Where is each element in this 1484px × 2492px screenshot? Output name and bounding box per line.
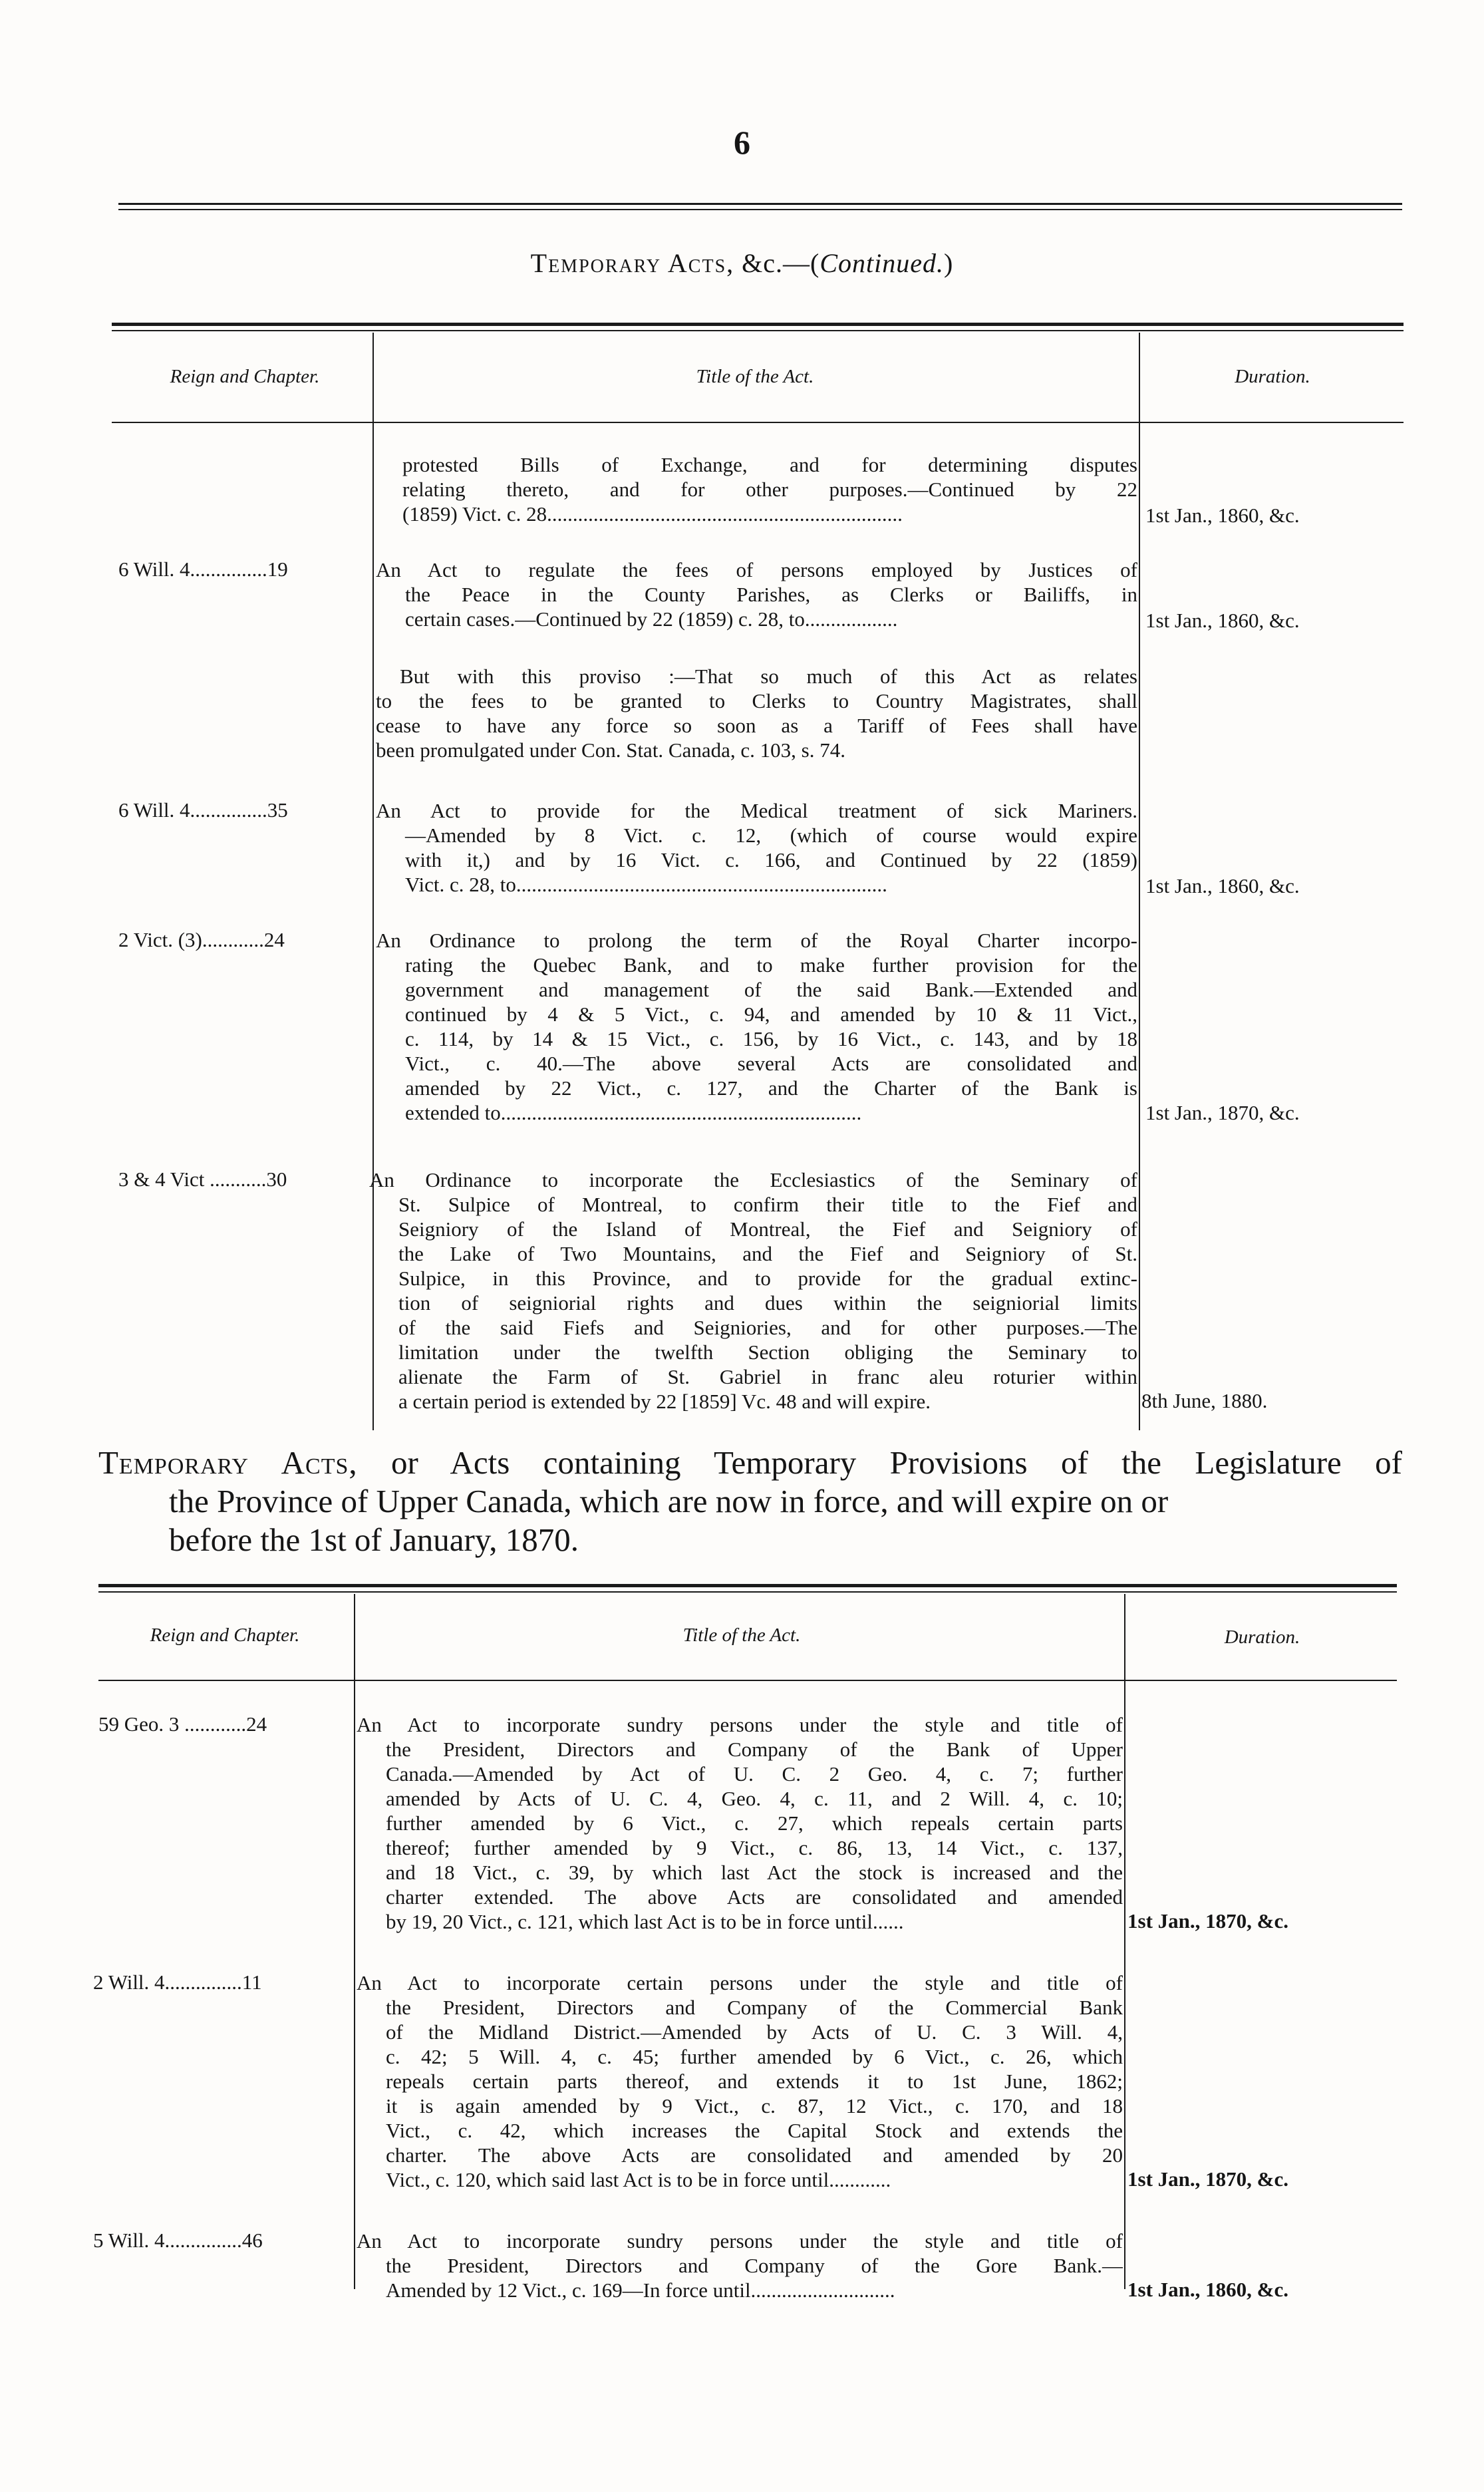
act-title-line: Amended by 12 Vict., c. 169—In force until............................ (386, 2278, 895, 2302)
act-title-line: amended by 22 Vict., c. 127, and the Charter of the Bank is (405, 1076, 1137, 1100)
reign-chapter: 5 Will. 4...............46 (93, 2229, 263, 2252)
act-title-line: of the Midland District.—Amended by Acts of U. C. 3 Will. 4, (386, 2020, 1123, 2044)
reign-chapter: 59 Geo. 3 ............24 (98, 1712, 267, 1736)
act-title-line: An Ordinance to prolong the term of the Royal Charter incorpo- (376, 929, 1137, 952)
act-title-line: the President, Directors and Company of the Commercial Bank (386, 1996, 1123, 2019)
act-title-line: the President, Directors and Company of the Bank of Upper (386, 1738, 1123, 1761)
duration: 1st Jan., 1870, &c. (1127, 2167, 1288, 2191)
act-title-line: to the fees to be granted to Clerks to Country Magistrates, shall (376, 689, 1137, 712)
act-title-line: relating thereto, and for other purposes.—Continued by 22 (402, 478, 1137, 501)
table2-vline-left (354, 1594, 355, 2289)
section-title (98, 1444, 1402, 1559)
table2-vline-right (1124, 1594, 1125, 2289)
act-title-line: alienate the Farm of St. Gabriel in franc aleu roturier within (398, 1365, 1137, 1388)
act-title (376, 928, 1137, 1125)
act-title-line: further amended by 6 Vict., c. 27, which repeals certain parts (386, 1811, 1123, 1835)
table1-col-duration: Duration. (1235, 366, 1310, 387)
act-title-line: Canada.—Amended by Act of U. C. 2 Geo. 4, c. 7; further (386, 1762, 1123, 1786)
heading-smallcaps: Temporary Acts, (530, 248, 735, 278)
act-title (357, 1712, 1123, 1934)
table1-vline-right (1139, 333, 1140, 1430)
table1-top-rule (112, 323, 1404, 326)
table1-header-rule (112, 422, 1404, 423)
act-title (402, 452, 1137, 526)
act-title-line: An Act to incorporate sundry persons under the style and title of (357, 2229, 1123, 2253)
act-title-line: An Act to incorporate certain persons under the style and title of (357, 1971, 1123, 1994)
reign-chapter: 6 Will. 4...............19 (118, 557, 288, 581)
act-title-line: An Act to provide for the Medical treatment of sick Mariners. (376, 799, 1137, 822)
table1-top-rule-2 (112, 330, 1404, 331)
act-title-line: by 19, 20 Vict., c. 121, which last Act is to be in force until...... (386, 1910, 904, 1933)
act-title-line: rating the Quebec Bank, and to make further provision for the (405, 953, 1137, 977)
act-title-line: tion of seigniorial rights and dues within the seigniorial limits (398, 1291, 1137, 1315)
act-title-line: charter. The above Acts are consolidated and amended by 20 (386, 2143, 1123, 2167)
act-title-line: amended by Acts of U. C. 4, Geo. 4, c. 11, and 2 Will. 4, c. 10; (386, 1787, 1123, 1810)
act-title-line: of the said Fiefs and Seigniories, and for other purposes.—The (398, 1316, 1137, 1339)
table2-col-duration: Duration. (1224, 1627, 1300, 1648)
act-title-line: and 18 Vict., c. 39, by which last Act the stock is increased and the (386, 1861, 1123, 1884)
reign-chapter: 6 Will. 4...............35 (118, 798, 288, 822)
act-title-line: But with this proviso :—That so much of this Act as relates (400, 665, 1137, 688)
act-title (376, 664, 1137, 762)
act-title-line: charter extended. The above Acts are consolidated and amended (386, 1885, 1123, 1909)
act-title-line: Sulpice, in this Province, and to provide for the gradual extinc- (398, 1267, 1137, 1290)
act-title-line: repeals certain parts thereof, and extends it to 1st June, 1862; (386, 2070, 1123, 2093)
act-title-line: An Ordinance to incorporate the Ecclesiastics of the Seminary of (369, 1168, 1137, 1191)
act-title-line: An Act to regulate the fees of persons employed by Justices of (376, 558, 1137, 581)
table1-col-reign: Reign and Chapter. (170, 366, 320, 387)
act-title-line: thereof; further amended by 9 Vict., c. 86, 13, 14 Vict., c. 137, (386, 1836, 1123, 1859)
act-title-line: it is again amended by 9 Vict., c. 87, 12 Vict., c. 170, and 18 (386, 2094, 1123, 2117)
act-title-line: continued by 4 & 5 Vict., c. 94, and amended by 10 & 11 Vict., (405, 1003, 1137, 1026)
act-title-line: the Lake of Two Mountains, and the Fief and Seigniory of St. (398, 1242, 1137, 1265)
page-number: 6 (734, 124, 750, 161)
heading-rest: &c.—( (734, 248, 820, 278)
duration: 1st Jan., 1860, &c. (1145, 504, 1300, 527)
act-title-line: been promulgated under Con. Stat. Canada, c. 103, s. 74. (376, 738, 845, 762)
act-title-line: a certain period is extended by 22 [1859] Vc. 48 and will expire. (398, 1390, 931, 1413)
act-title-line: —Amended by 8 Vict. c. 12, (which of course would expire (405, 824, 1137, 847)
table2-top-rule-2 (98, 1591, 1397, 1593)
act-title-line: the President, Directors and Company of the Gore Bank.— (386, 2254, 1123, 2277)
duration: 1st Jan., 1870, &c. (1145, 1101, 1300, 1124)
duration: 8th June, 1880. (1141, 1389, 1268, 1412)
table2-col-title: Title of the Act. (682, 1625, 801, 1646)
act-title-line: government and management of the said Bank.—Extended and (405, 978, 1137, 1001)
act-title-line: St. Sulpice of Montreal, to confirm their title to the Fief and (398, 1193, 1137, 1216)
act-title (357, 1970, 1123, 2192)
table2-top-rule (98, 1584, 1397, 1587)
heading-italic: Continued. (819, 248, 945, 278)
section-title-smallcaps: Temporary Acts, (98, 1444, 358, 1481)
act-title-line: protested Bills of Exchange, and for determining disputes (402, 453, 1137, 476)
section-title-rest: or Acts containing Temporary Provisions of the Legislature of (357, 1444, 1402, 1481)
reign-chapter: 3 & 4 Vict ...........30 (118, 1168, 287, 1191)
act-title-line: Vict., c. 42, which increases the Capital Stock and extends the (386, 2119, 1123, 2142)
act-title-line: c. 42; 5 Will. 4, c. 45; further amended by 6 Vict., c. 26, which (386, 2045, 1123, 2068)
act-title-line: (1859) Vict. c. 28..................................................................... (402, 502, 903, 526)
act-title-line: Vict., c. 120, which said last Act is to be in force until............ (386, 2168, 891, 2191)
act-title-line: Vict. c. 28, to........................................................................ (405, 873, 887, 896)
table2-col-reign: Reign and Chapter. (150, 1625, 300, 1646)
reign-chapter: 2 Will. 4...............11 (93, 1970, 262, 1994)
top-rule-2 (118, 209, 1402, 210)
table2-header-rule (98, 1680, 1397, 1681)
act-title (357, 2229, 1123, 2302)
reign-chapter: 2 Vict. (3)............24 (118, 928, 285, 951)
section-title-line-1 (98, 1444, 1402, 1482)
section-title-line-2: the Province of Upper Canada, which are now in force, and will expire on or (169, 1483, 1169, 1519)
heading-close: ) (944, 248, 954, 278)
act-title-line: cease to have any force so soon as a Tariff of Fees shall have (376, 714, 1137, 737)
act-title-line: Seigniory of the Island of Montreal, the Fief and Seigniory of (398, 1217, 1137, 1241)
act-title-line: An Act to incorporate sundry persons under the style and title of (357, 1713, 1123, 1736)
act-title-line: with it,) and by 16 Vict. c. 166, and Continued by 22 (1859) (405, 848, 1137, 871)
act-title (369, 1168, 1137, 1414)
act-title-line: extended to...................................................................... (405, 1101, 862, 1124)
duration: 1st Jan., 1860, &c. (1127, 2278, 1288, 2301)
table1-col-title: Title of the Act. (696, 366, 814, 387)
act-title-line: c. 114, by 14 & 15 Vict., c. 156, by 16 Vict., c. 143, and by 18 (405, 1027, 1137, 1050)
act-title-line: the Peace in the County Parishes, as Clerks or Bailiffs, in (405, 583, 1137, 606)
section-title-line-3: before the 1st of January, 1870. (169, 1521, 579, 1558)
act-title-line: limitation under the twelfth Section obliging the Seminary to (398, 1340, 1137, 1364)
act-title (376, 557, 1137, 631)
act-title (376, 798, 1137, 897)
table1-heading (0, 247, 1484, 279)
top-rule (118, 203, 1402, 205)
duration: 1st Jan., 1860, &c. (1145, 874, 1300, 897)
act-title-line: certain cases.—Continued by 22 (1859) c. 28, to.................. (405, 607, 898, 631)
duration: 1st Jan., 1860, &c. (1145, 609, 1300, 632)
duration: 1st Jan., 1870, &c. (1127, 1909, 1288, 1933)
act-title-line: Vict., c. 40.—The above several Acts are consolidated and (405, 1052, 1137, 1075)
